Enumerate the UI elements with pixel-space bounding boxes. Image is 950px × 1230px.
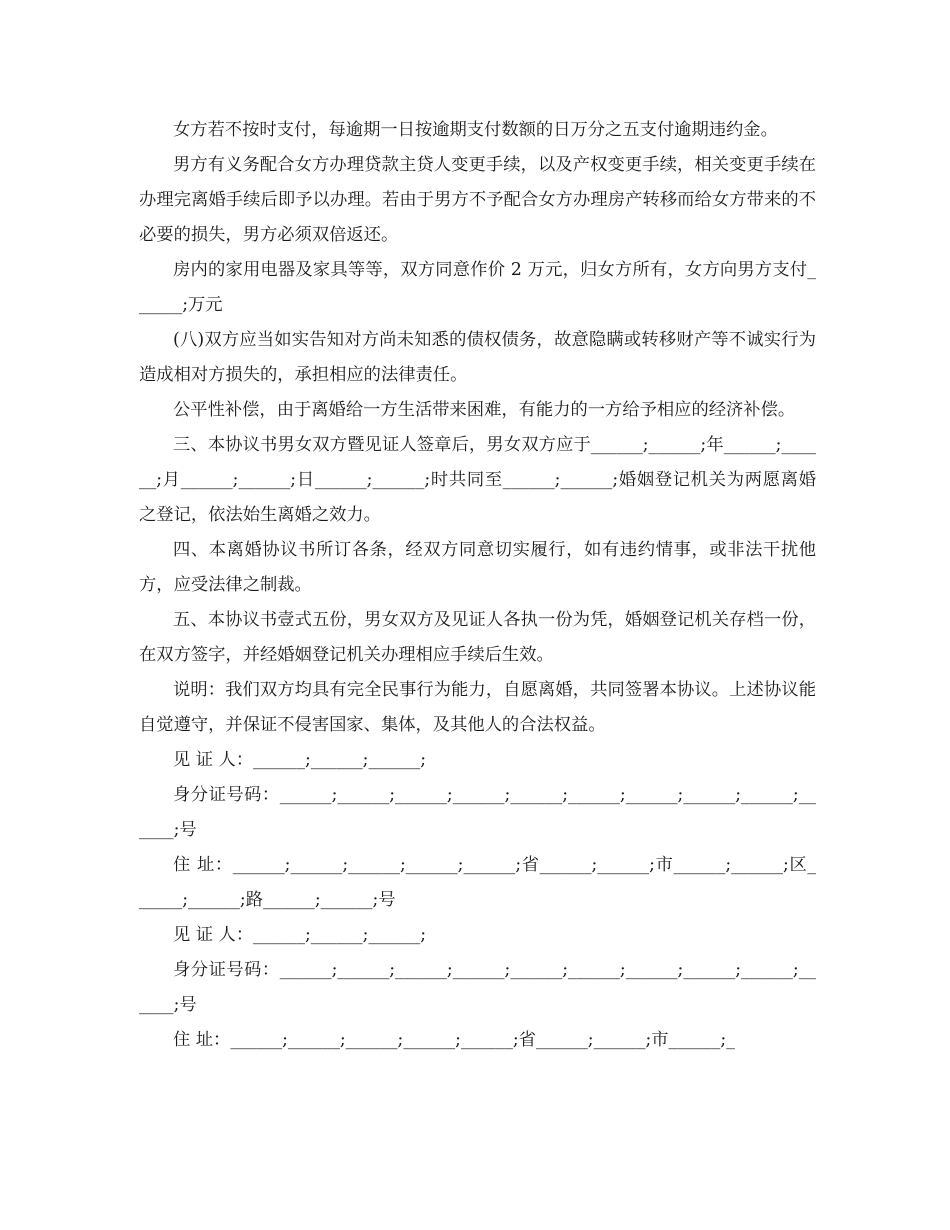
witness-1-name-line: 见 证 人：______;______;______;	[173, 750, 427, 770]
paragraph-statement: 说明：我们双方均具有完全民事行为能力，自愿离婚，共同签署本协议。上述协议能自觉遵守，并保证不侵害国家、集体，及其他人的合法权益。	[139, 680, 816, 735]
paragraph-clause-five: 五、本协议书壹式五份，男女双方及见证人各执一份为凭，婚姻登记机关存档一份，在双方签字，并经婚姻登记机关办理相应手续后生效。	[139, 610, 816, 665]
witness-2-name-line: 见 证 人：______;______;______;	[173, 925, 427, 945]
document-body	[139, 113, 816, 1058]
paragraph-late-payment-penalty: 女方若不按时支付，每逾期一日按逾期支付数额的日万分之五支付逾期违约金。	[173, 120, 778, 140]
paragraph-loan-title-transfer: 男方有义务配合女方办理贷款主贷人变更手续，以及产权变更手续，相关变更手续在办理完离婚手续后即予以办理。若由于男方不予配合女方办理房产转移而给女方带来的不必要的损失，男方必须双倍返还。	[139, 155, 816, 245]
paragraph-debts-disclosure: (八)双方应当如实告知对方尚未知悉的债权债务，故意隐瞒或转移财产等不诚实行为造成相对方损失的，承担相应的法律责任。	[139, 330, 816, 385]
witness-1-id-line: 身分证号码：______;______;______;______;______;______;______;______;______;______;号	[139, 785, 816, 840]
paragraph-clause-three: 三、本协议书男女双方暨见证人签章后，男女双方应于______;______;年______;______;月______;______;日______;______;时共同至______;______;婚姻登记机关为两愿离婚之登记，依法始生离婚之效力。	[139, 435, 816, 525]
witness-1-address-line: 住 址：______;______;______;______;______;省______;______;市______;______;区______;______;路______;______;号	[139, 855, 816, 910]
paragraph-clause-four: 四、本离婚协议书所订各条，经双方同意切实履行，如有违约情事，或非法干扰他方，应受法律之制裁。	[139, 540, 816, 595]
paragraph-household-appliances: 房内的家用电器及家具等等，双方同意作价 2 万元，归女方所有，女方向男方支付______;万元	[139, 260, 816, 315]
paragraph-fair-compensation: 公平性补偿，由于离婚给一方生活带来困难，有能力的一方给予相应的经济补偿。	[173, 400, 796, 420]
witness-2-id-line: 身分证号码：______;______;______;______;______;______;______;______;______;______;号	[139, 960, 816, 1015]
witness-2-address-line: 住 址：______;______;______;______;______;省______;______;市______;_	[173, 1030, 735, 1050]
